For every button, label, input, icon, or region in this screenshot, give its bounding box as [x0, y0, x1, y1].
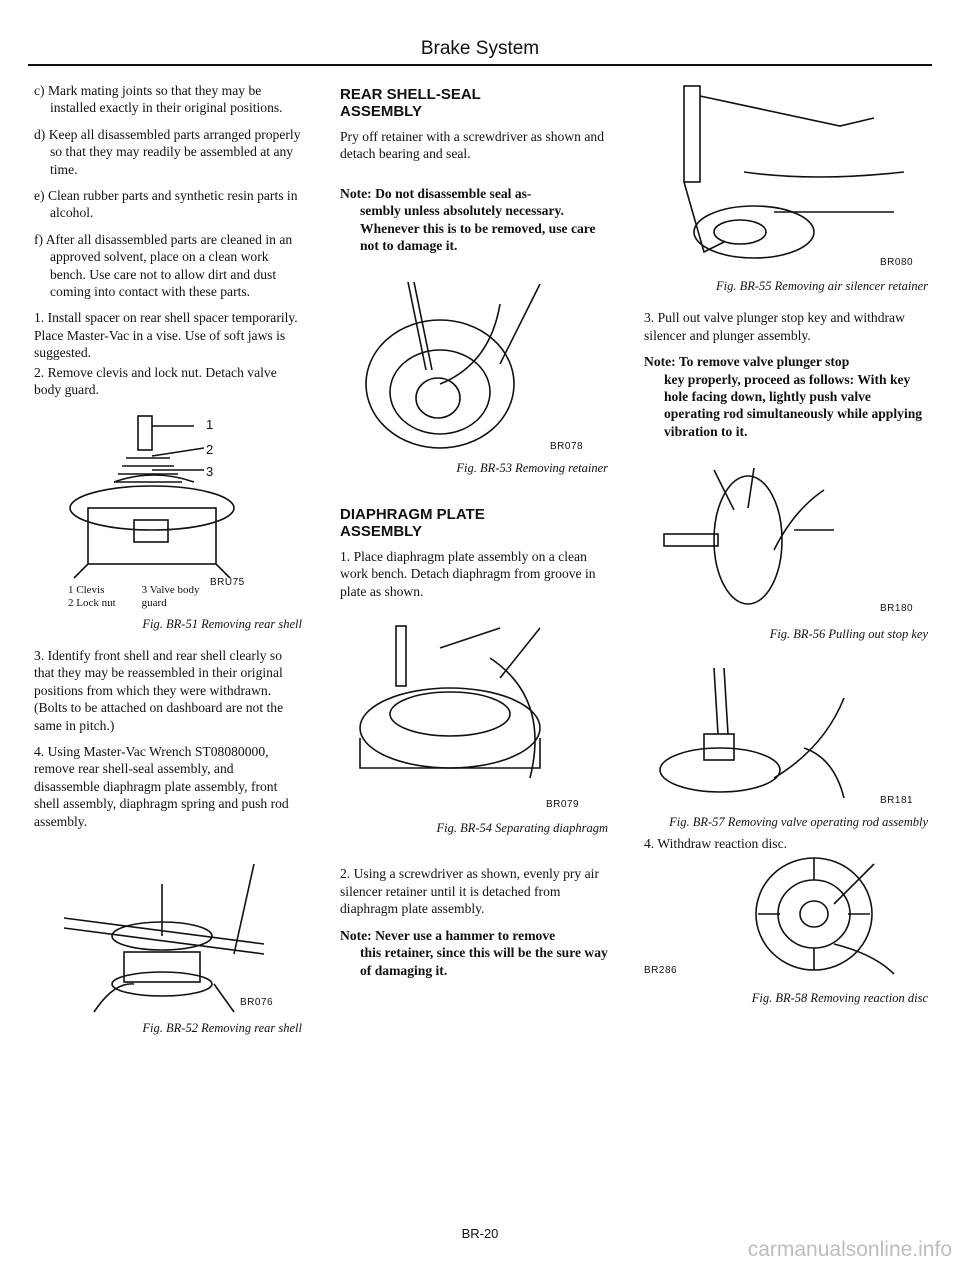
note-stop-key: Note: To remove valve plunger stop key properly, proceed as follows: With key hole facing down, lightly push valve operating rod simultaneously while applying vibration to it.	[644, 354, 923, 439]
figure-code: BR181	[880, 794, 914, 806]
figure-code: BRU75	[210, 576, 245, 588]
column-left	[34, 82, 302, 1051]
heading-rear-shell-seal: REAR SHELL-SEAL ASSEMBLY	[340, 86, 481, 120]
step-1: 1. Install spacer on rear shell spacer temporarily. Place Master-Vac in a vise. Use of soft jaws is suggested.	[34, 310, 298, 361]
stop-key-illustration	[644, 460, 928, 620]
step-3: 3. Identify front shell and rear shell clearly so that they may be reassembled in their original positions from which they were withdrawn. (Bolts to be attached on dashboard are not the same in pitch.)	[34, 647, 284, 733]
list-item-d: d) Keep all disassembled parts arranged properly so that they may readily be assembled at any time.	[34, 126, 301, 177]
caption-br52: Fig. BR-52 Removing rear shell	[142, 1020, 302, 1035]
callout-3: 3	[206, 463, 214, 479]
paragraph-stop-key: 3. Pull out valve plunger stop key and withdraw silencer and plunger assembly.	[644, 310, 905, 343]
diaphragm-illustration	[340, 618, 608, 814]
caption-br53: Fig. BR-53 Removing retainer	[456, 461, 608, 476]
legend-clevis: 1 Clevis	[68, 583, 105, 596]
watermark: carmanualsonline.info	[747, 1238, 952, 1261]
master-vac-illustration	[34, 408, 302, 584]
figure-br56	[644, 460, 928, 620]
caption-br54: Fig. BR-54 Separating diaphragm	[436, 821, 608, 836]
step-4: 4. Using Master-Vac Wrench ST08080000, remove rear shell-seal assembly, and disassemble diaphragm plate assembly, front shell assembly, diaphragm spring and push rod assembly.	[34, 743, 289, 829]
heading-diaphragm-plate: DIAPHRAGM PLATE ASSEMBLY	[340, 505, 485, 540]
silencer-retainer-illustration	[644, 82, 928, 272]
wrench-illustration	[34, 844, 302, 1014]
figure-br58	[644, 854, 928, 984]
figure-br53	[340, 274, 608, 454]
step-2: 2. Remove clevis and lock nut. Detach valve body guard.	[34, 364, 277, 398]
column-right	[644, 82, 928, 1022]
paragraph-pry-retainer: Pry off retainer with a screwdriver as shown and detach bearing and seal.	[340, 129, 604, 162]
column-middle	[340, 82, 608, 979]
reaction-disc-illustration	[644, 854, 928, 984]
page-number: BR-20	[461, 1226, 499, 1241]
header-rule	[28, 64, 932, 66]
figure-code: BR180	[880, 603, 914, 615]
legend-valve-body-guard: 3 Valve body guard	[141, 583, 200, 609]
figure-code: BR079	[546, 799, 580, 811]
figure-legend	[68, 584, 302, 610]
figure-code: BR286	[644, 965, 678, 977]
figure-br52	[34, 844, 302, 1014]
caption-br57: Fig. BR-57 Removing valve operating rod assembly	[669, 814, 928, 829]
note-seal: Note: Do not disassemble seal as- sembly unless absolutely necessary. Whenever this is to be removed, use care not to damage it.	[340, 185, 596, 254]
paragraph-reaction-disc: 4. Withdraw reaction disc.	[644, 836, 788, 852]
paragraph-diaphragm: 1. Place diaphragm plate assembly on a clean work bench. Detach diaphragm from groove in plate as shown.	[340, 548, 596, 599]
figure-br51	[34, 408, 302, 588]
retainer-illustration	[340, 274, 608, 454]
list-item-f: f) After all disassembled parts are cleaned in an approved solvent, place on a clean work bench. Use care not to allow dirt and dust coming into contact with these parts.	[34, 231, 293, 300]
legend-lock-nut: 2 Lock nut	[68, 596, 116, 609]
paragraph-pry-silencer: 2. Using a screwdriver as shown, evenly pry air silencer retainer until it is detached from diaphragm plate assembly.	[340, 866, 599, 917]
callout-1: 1	[206, 416, 214, 432]
figure-code: BR080	[880, 257, 914, 268]
caption-br51: Fig. BR-51 Removing rear shell	[142, 616, 302, 631]
figure-code: BR076	[240, 996, 274, 1008]
figure-code: BR078	[550, 441, 584, 453]
figure-br57	[644, 658, 928, 808]
caption-br55: Fig. BR-55 Removing air silencer retainer	[716, 279, 928, 293]
caption-br56: Fig. BR-56 Pulling out stop key	[769, 627, 928, 642]
caption-br58: Fig. BR-58 Removing reaction disc	[751, 991, 928, 1006]
note-hammer: Note: Never use a hammer to remove this retainer, since this will be the sure way of damaging it.	[340, 927, 608, 978]
page-header: Brake System	[420, 38, 540, 59]
figure-br55	[644, 82, 928, 272]
list-item-c: c) Mark mating joints so that they may be installed exactly in their original positions.	[34, 83, 283, 116]
callout-2: 2	[206, 441, 214, 457]
operating-rod-illustration	[644, 658, 928, 808]
list-item-e: e) Clean rubber parts and synthetic resin parts in alcohol.	[34, 188, 298, 221]
figure-br54	[340, 618, 608, 814]
